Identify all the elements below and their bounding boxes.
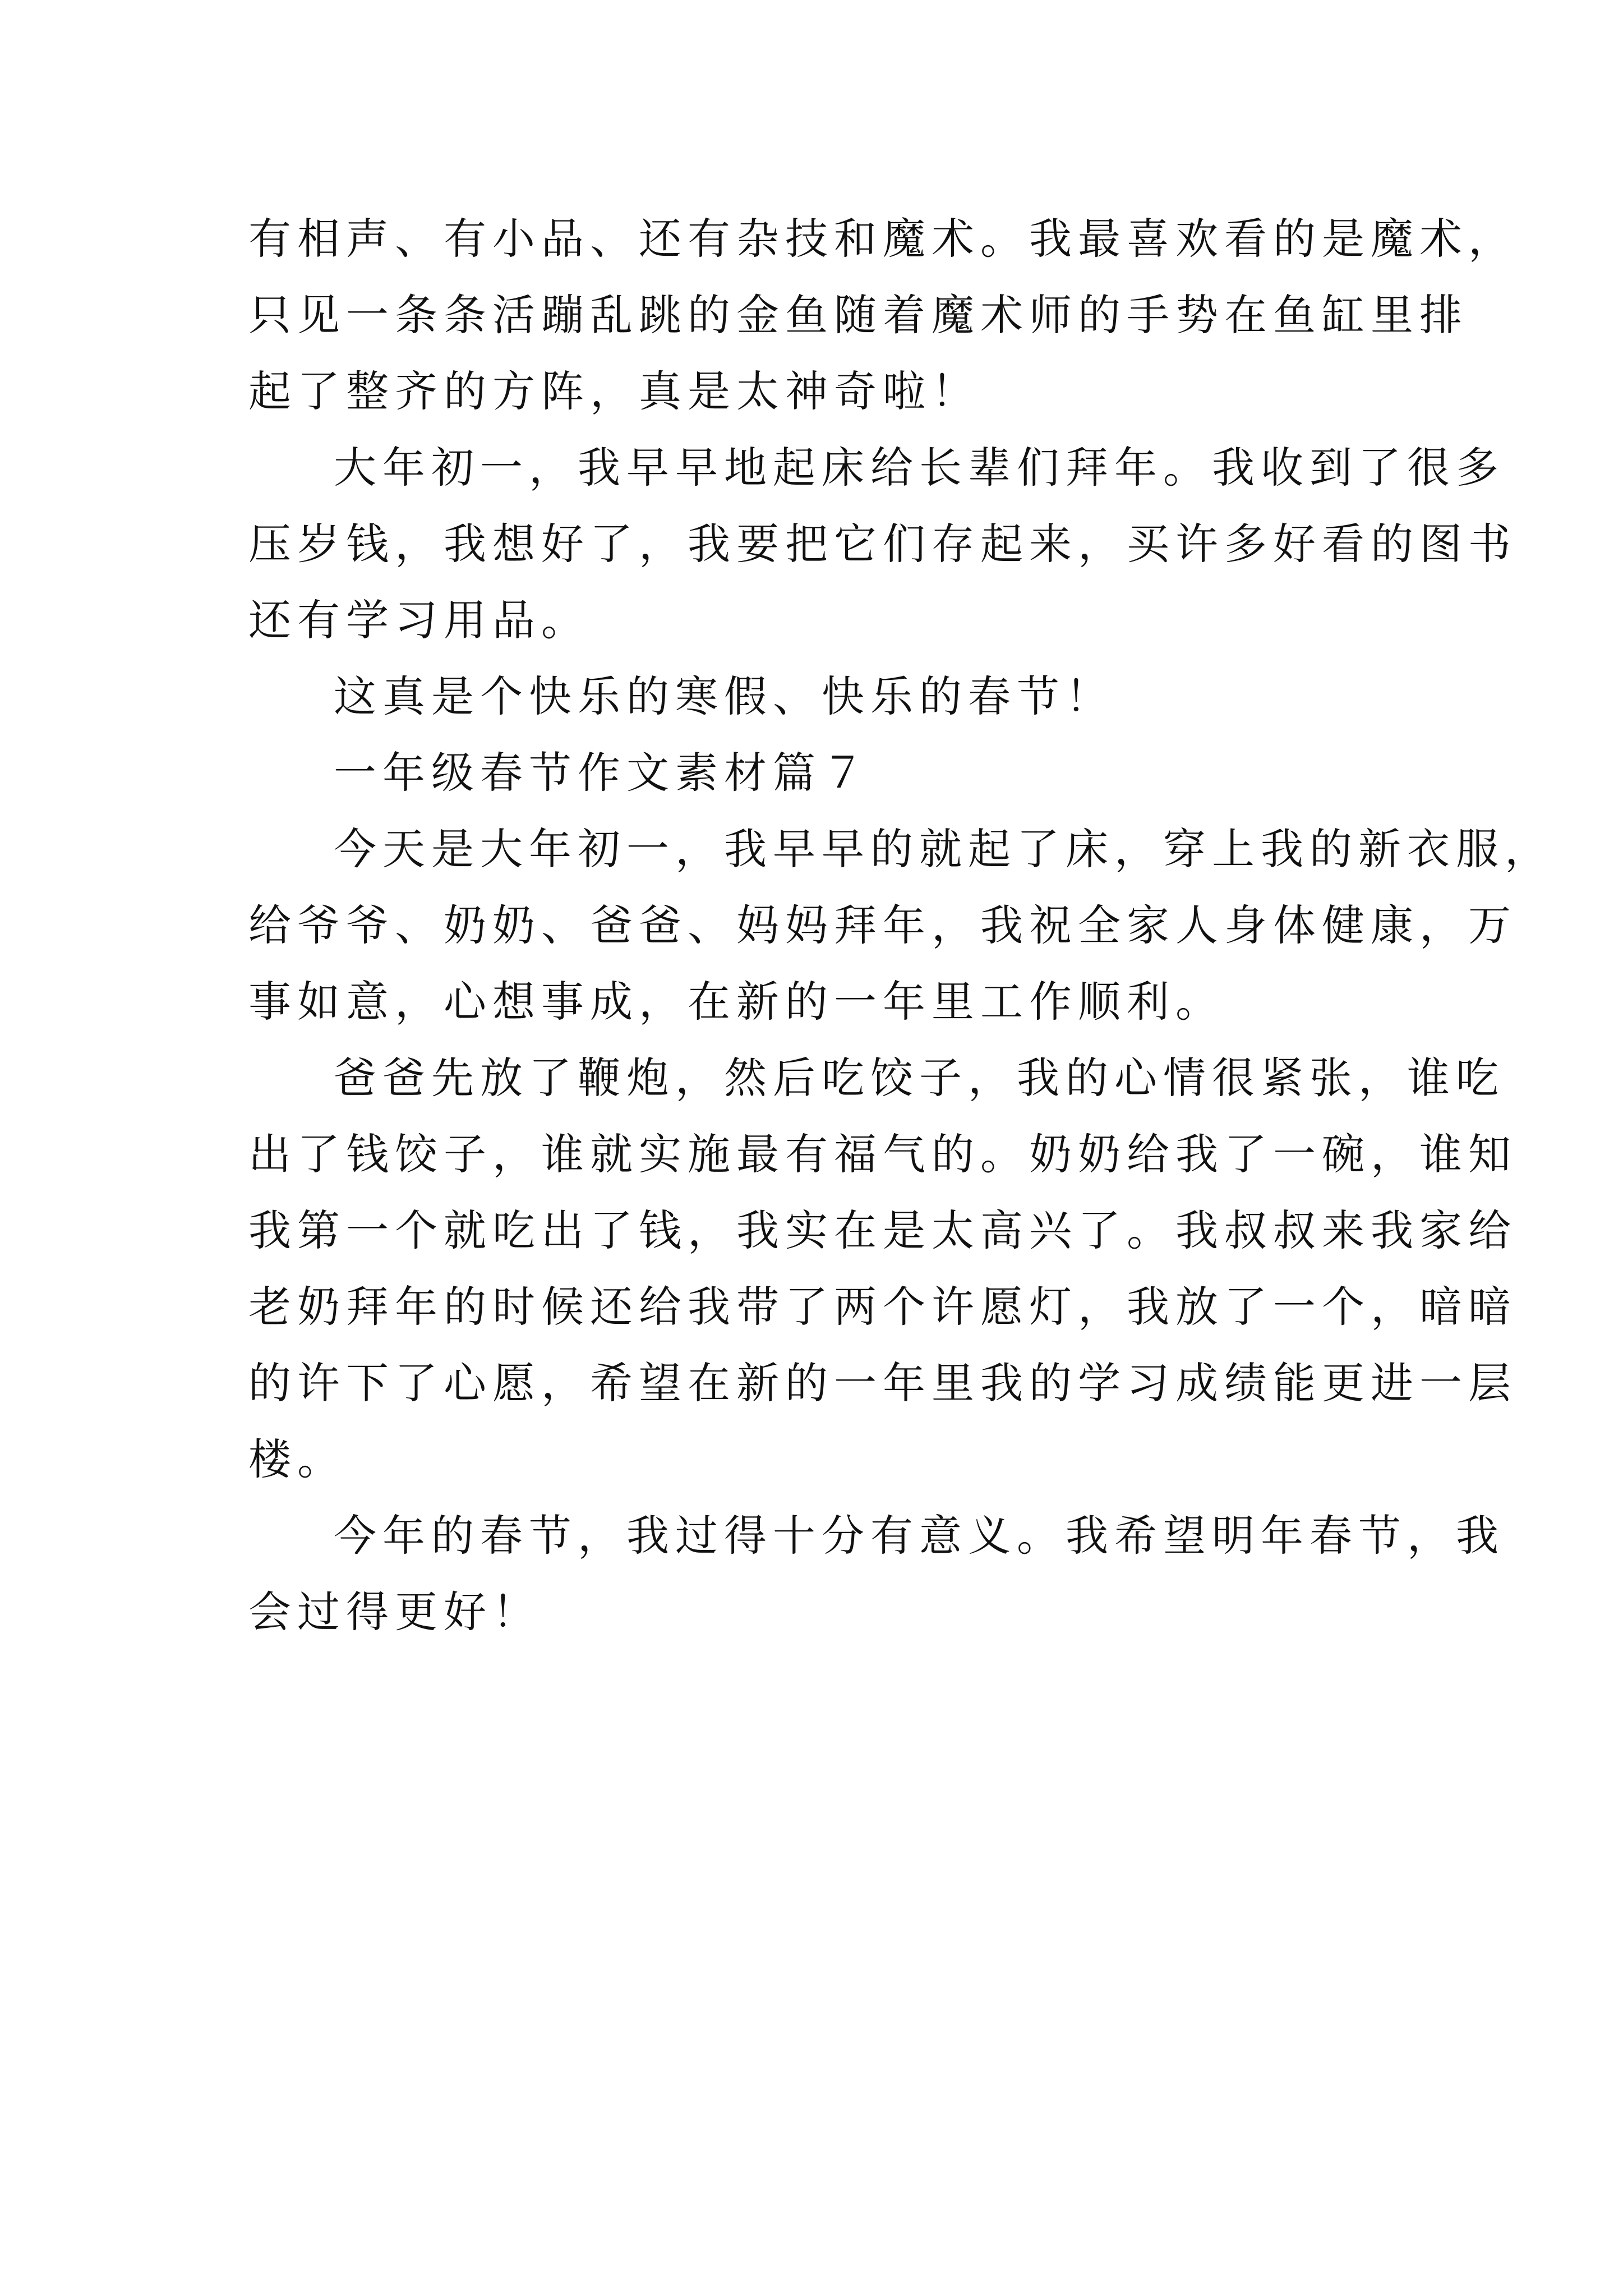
paragraph-line: 的许下了心愿，希望在新的一年里我的学习成绩能更进一层	[248, 1358, 1517, 1408]
section-title: 一年级春节作文素材篇７	[334, 748, 870, 798]
paragraph-3	[248, 659, 1393, 735]
paragraph-6	[248, 1040, 1517, 1498]
paragraph-line: 会过得更好！	[248, 1587, 541, 1637]
paragraph-line: 只见一条条活蹦乱跳的金鱼随着魔术师的手势在鱼缸里排	[248, 290, 1468, 340]
paragraph-line: 爸爸先放了鞭炮，然后吃饺子，我的心情很紧张，谁吃	[334, 1053, 1505, 1103]
paragraph-line: 大年初一，我早早地起床给长辈们拜年。我收到了很多	[334, 443, 1505, 493]
paragraph-1	[248, 201, 1517, 430]
paragraph-line: 出了钱饺子，谁就实施最有福气的。奶奶给我了一碗，谁知	[248, 1129, 1517, 1179]
paragraph-line: 还有学习用品。	[248, 595, 590, 645]
paragraph-line: 事如意，心想事成，在新的一年里工作顺利。	[248, 977, 1224, 1027]
paragraph-line: 压岁钱，我想好了，我要把它们存起来，买许多好看的图书	[248, 519, 1517, 569]
paragraph-line: 给爷爷、奶奶、爸爸、妈妈拜年，我祝全家人身体健康，万	[248, 900, 1517, 950]
paragraph-7	[248, 1498, 1505, 1650]
paragraph-line: 楼。	[248, 1434, 346, 1484]
section-heading	[248, 735, 1393, 811]
paragraph-line: 我第一个就吃出了钱，我实在是太高兴了。我叔叔来我家给	[248, 1205, 1517, 1255]
paragraph-line: 这真是个快乐的寒假、快乐的春节！	[334, 671, 1114, 721]
paragraph-2	[248, 430, 1517, 659]
paragraph-line: 今天是大年初一，我早早的就起了床，穿上我的新衣服，	[334, 824, 1553, 874]
paragraph-line: 有相声、有小品、还有杂技和魔术。我最喜欢看的是魔术，	[248, 214, 1517, 264]
paragraph-line: 起了整齐的方阵，真是太神奇啦！	[248, 366, 980, 416]
paragraph-5	[248, 811, 1553, 1040]
paragraph-line: 今年的春节，我过得十分有意义。我希望明年春节，我	[334, 1511, 1505, 1561]
document-body	[248, 201, 1553, 1650]
paragraph-line: 老奶拜年的时候还给我带了两个许愿灯，我放了一个，暗暗	[248, 1282, 1517, 1332]
